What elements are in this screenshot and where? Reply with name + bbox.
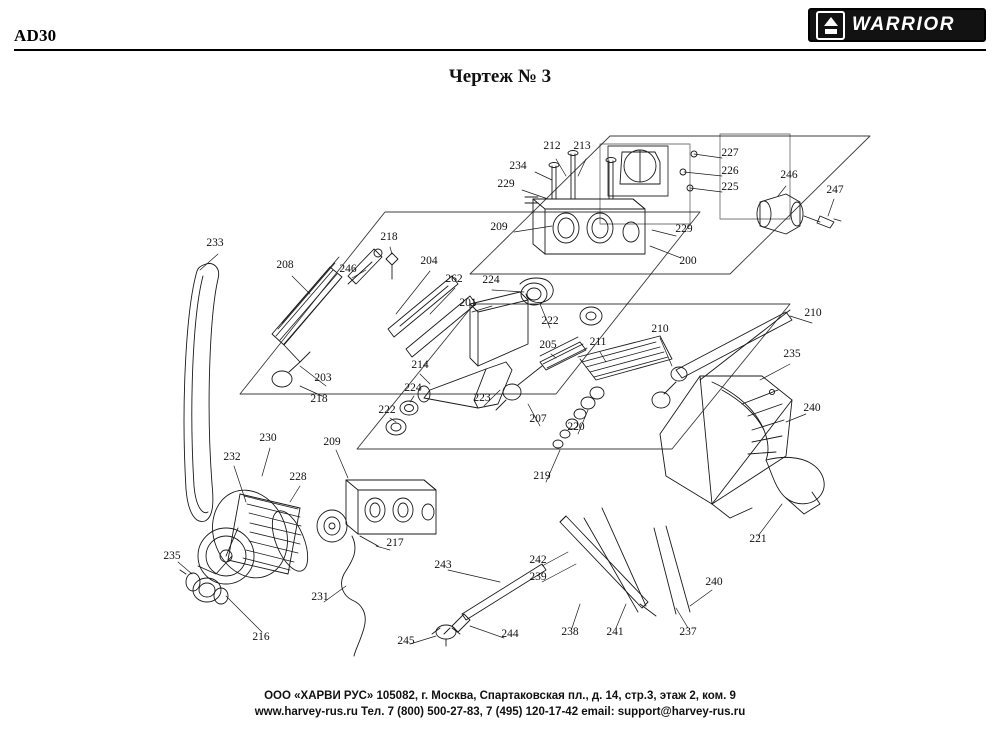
svg-text:218: 218 — [310, 393, 328, 405]
svg-text:209: 209 — [490, 221, 508, 233]
svg-text:222: 222 — [378, 404, 396, 416]
svg-text:217: 217 — [386, 537, 404, 549]
footer-address: ООО «ХАРВИ РУС» 105082, г. Москва, Спартаковская пл., д. 14, стр.3, этаж 2, ком. 9 — [264, 690, 736, 702]
svg-text:244: 244 — [501, 628, 519, 640]
svg-text:224: 224 — [482, 274, 500, 286]
svg-text:240: 240 — [705, 576, 723, 588]
svg-text:203: 203 — [314, 372, 332, 384]
svg-text:204: 204 — [420, 255, 438, 267]
svg-text:235: 235 — [783, 348, 801, 360]
svg-text:235: 235 — [163, 550, 181, 562]
svg-text:238: 238 — [561, 626, 579, 638]
svg-text:229: 229 — [675, 223, 693, 235]
page-footer — [0, 688, 1000, 720]
svg-text:223: 223 — [473, 392, 491, 404]
page-header — [0, 0, 1000, 52]
svg-text:205: 205 — [539, 339, 557, 351]
svg-text:213: 213 — [573, 140, 591, 152]
svg-text:209: 209 — [323, 436, 341, 448]
svg-text:220: 220 — [567, 421, 585, 433]
svg-text:221: 221 — [749, 533, 767, 545]
svg-text:218: 218 — [380, 231, 398, 243]
parts-drawing — [0, 104, 1000, 669]
svg-text:222: 222 — [541, 315, 559, 327]
svg-text:246: 246 — [780, 169, 798, 181]
model-code: AD30 — [14, 26, 57, 45]
svg-text:228: 228 — [289, 471, 307, 483]
footer-contacts: www.harvey-rus.ru Тел. 7 (800) 500-27-83, 7 (495) 120-17-42 email: support@harvey-rus.ru — [254, 706, 746, 718]
svg-text:247: 247 — [826, 184, 844, 196]
svg-text:200: 200 — [679, 255, 697, 267]
svg-text:237: 237 — [679, 626, 697, 638]
svg-text:245: 245 — [397, 635, 415, 647]
svg-text:243: 243 — [434, 559, 452, 571]
svg-text:241: 241 — [606, 626, 624, 638]
svg-text:229: 229 — [497, 178, 515, 190]
svg-text:210: 210 — [651, 323, 669, 335]
svg-text:224: 224 — [404, 382, 422, 394]
svg-text:227: 227 — [721, 147, 739, 159]
svg-text:210: 210 — [804, 307, 822, 319]
svg-text:242: 242 — [529, 554, 547, 566]
svg-text:231: 231 — [311, 591, 329, 603]
svg-text:240: 240 — [803, 402, 821, 414]
svg-text:225: 225 — [721, 181, 739, 193]
eagle-head-icon — [816, 11, 845, 40]
svg-text:233: 233 — [206, 237, 224, 249]
svg-text:212: 212 — [543, 140, 561, 152]
header-divider — [14, 49, 986, 51]
svg-text:216: 216 — [252, 631, 270, 643]
svg-text:239: 239 — [529, 571, 547, 583]
svg-text:207: 207 — [529, 413, 547, 425]
svg-text:246: 246 — [339, 263, 357, 275]
svg-text:219: 219 — [533, 470, 551, 482]
svg-text:234: 234 — [509, 160, 527, 172]
svg-text:232: 232 — [223, 451, 241, 463]
svg-text:230: 230 — [259, 432, 277, 444]
svg-text:201: 201 — [459, 297, 477, 309]
svg-text:208: 208 — [276, 259, 294, 271]
svg-text:262: 262 — [445, 273, 463, 285]
brand-logo — [808, 8, 986, 42]
svg-text:211: 211 — [589, 336, 607, 348]
brand-name: WARRIOR — [852, 14, 956, 35]
page-title: Чертеж № 3 — [448, 66, 552, 87]
svg-text:226: 226 — [721, 165, 739, 177]
svg-text:214: 214 — [411, 359, 429, 371]
